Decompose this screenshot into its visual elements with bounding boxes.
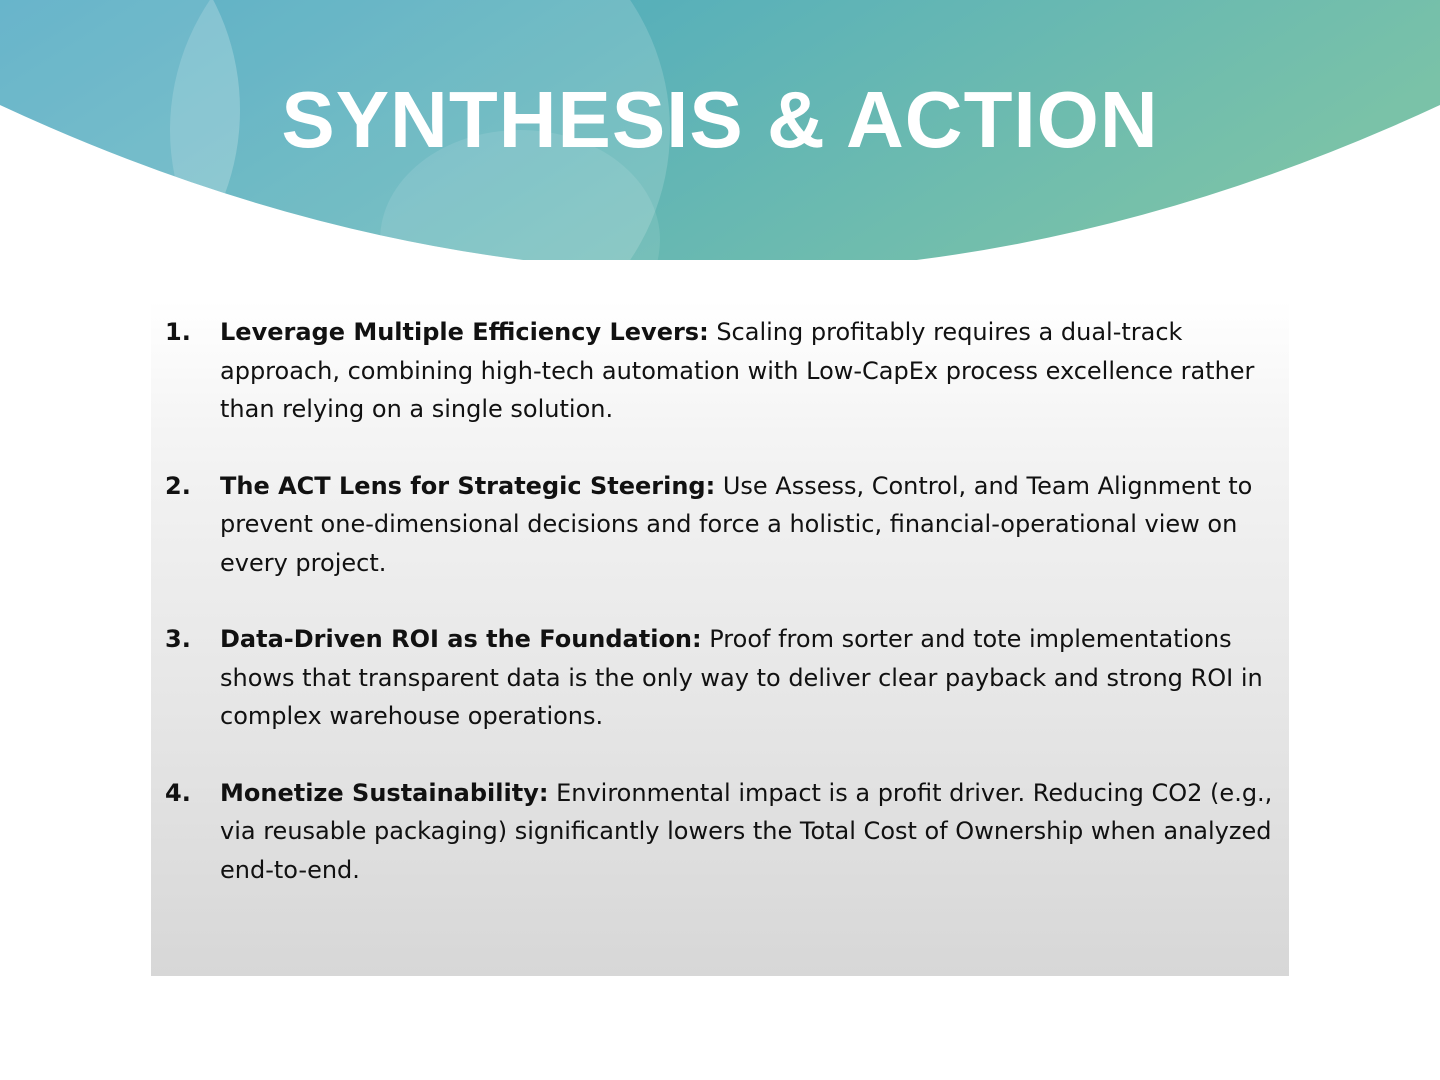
item-text: Environmental impact is a profit driver. Reducing CO2 (e.g., via reusable packaging) significantly lowers the Total Cost of Ownership when analyzed end-to-end. bbox=[220, 778, 1273, 884]
list-item bbox=[165, 620, 1275, 736]
item-number: 1. bbox=[165, 318, 191, 346]
item-number: 3. bbox=[165, 625, 191, 653]
list-item bbox=[165, 774, 1275, 890]
item-text: Proof from sorter and tote implementations shows that transparent data is the only way to deliver clear payback and strong ROI in complex warehouse operations. bbox=[220, 625, 1263, 730]
item-number: 4. bbox=[165, 778, 191, 807]
content-panel bbox=[151, 300, 1289, 976]
item-text: Scaling profitably requires a dual-track approach, combining high-tech automation with Low-CapEx process excellence rather than relying on a single solution. bbox=[220, 318, 1255, 423]
list-item bbox=[165, 467, 1275, 583]
item-lead: The ACT Lens for Strategic Steering: bbox=[220, 471, 716, 500]
list-item bbox=[165, 313, 1275, 429]
action-list bbox=[165, 313, 1275, 927]
item-text: Use Assess, Control, and Team Alignment to prevent one-dimensional decisions and force a holistic, financial-operational view on every project. bbox=[220, 471, 1253, 577]
item-lead: Leverage Multiple Efficiency Levers: bbox=[220, 318, 709, 346]
item-lead: Data-Driven ROI as the Foundation: bbox=[220, 625, 702, 653]
slide-title: SYNTHESIS & ACTION bbox=[281, 75, 1159, 164]
item-lead: Monetize Sustainability: bbox=[220, 778, 549, 807]
item-number: 2. bbox=[165, 471, 191, 500]
